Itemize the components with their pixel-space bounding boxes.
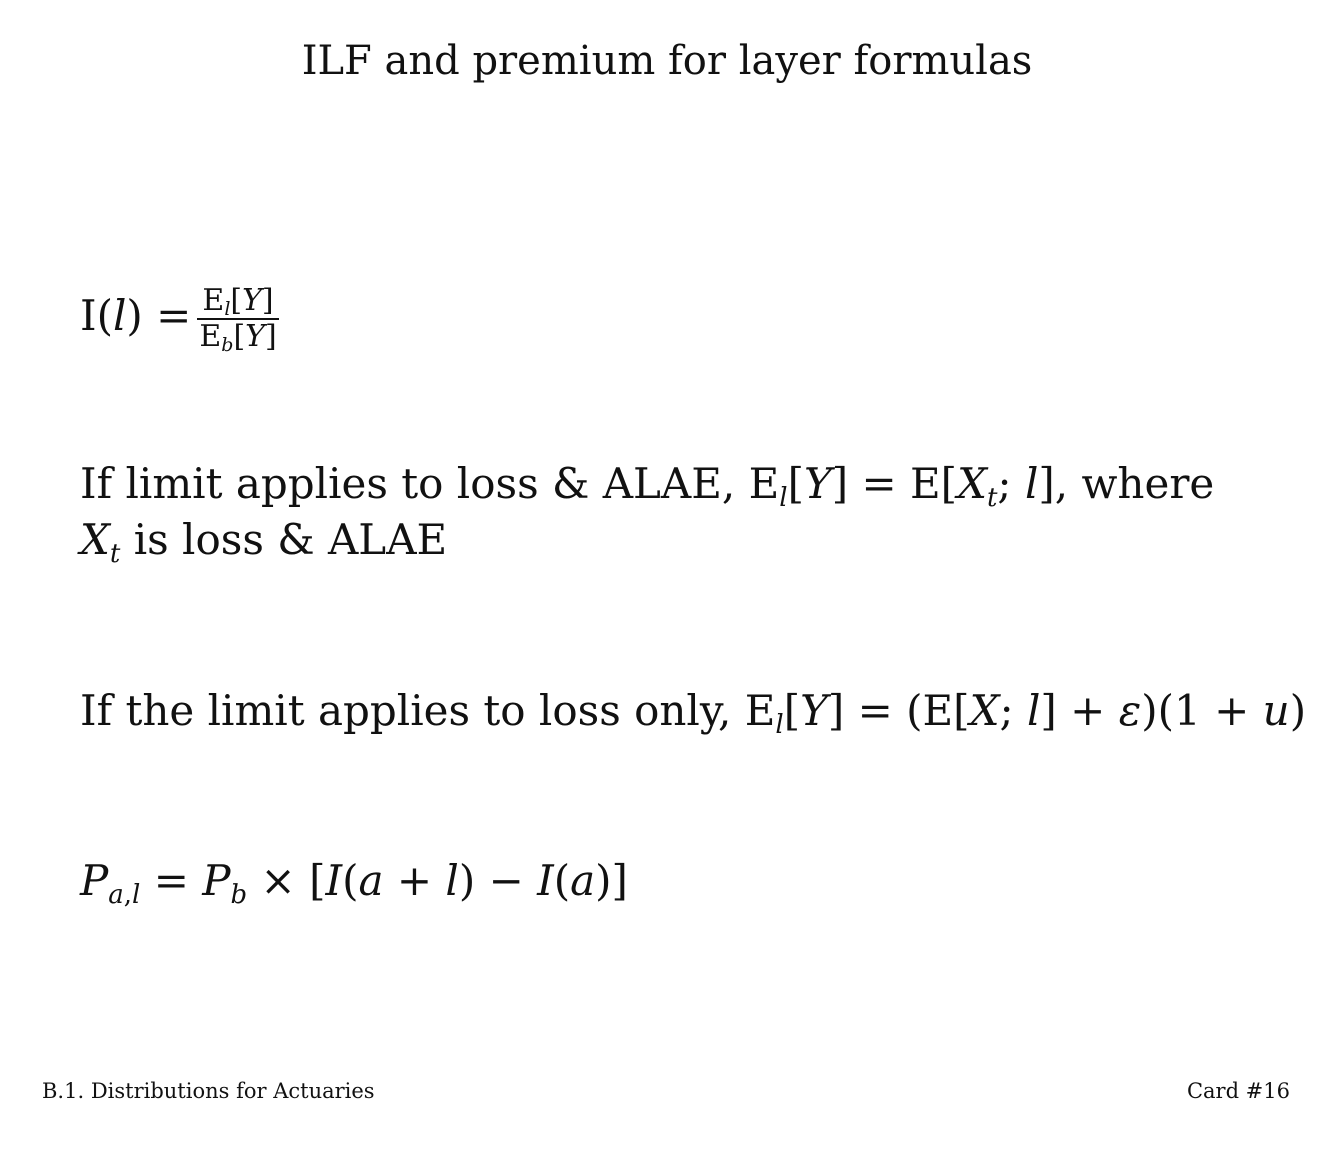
- footer-section: B.1. Distributions for Actuaries: [42, 1079, 375, 1103]
- loss-alae-prefix: If limit applies to loss & ALAE,: [80, 459, 736, 508]
- ilf-numerator: $E_l[Y]$: [197, 284, 278, 320]
- premium-layer-formula: $P_{a,l} = P_b \times [I(a + l) - I(a)]$: [80, 856, 628, 910]
- loss-only-prefix: If the limit applies to loss only,: [80, 686, 732, 735]
- ilf-denominator: $E_b[Y]$: [199, 319, 277, 356]
- ilf-fraction: [197, 284, 278, 354]
- page-title: ILF and premium for layer formulas: [301, 38, 1033, 84]
- ilf-formula: I(l) = $\frac{E_l[Y]}{E_b[Y]}$: [80, 283, 277, 356]
- loss-alae-formula: If limit applies to loss & ALAE, $E_l[Y] = E[X_t$; l], where $X_t$ is loss & ALAE: [80, 459, 1215, 569]
- footer-card-number: Card #16: [1186, 1079, 1290, 1103]
- loss-alae-middle: , where: [1054, 459, 1215, 508]
- loss-alae-suffix: is loss & ALAE: [133, 515, 448, 564]
- loss-only-formula: If the limit applies to loss only, $E_l[Y] = (E[X$; l] + ε)(1 + u): [80, 686, 1307, 740]
